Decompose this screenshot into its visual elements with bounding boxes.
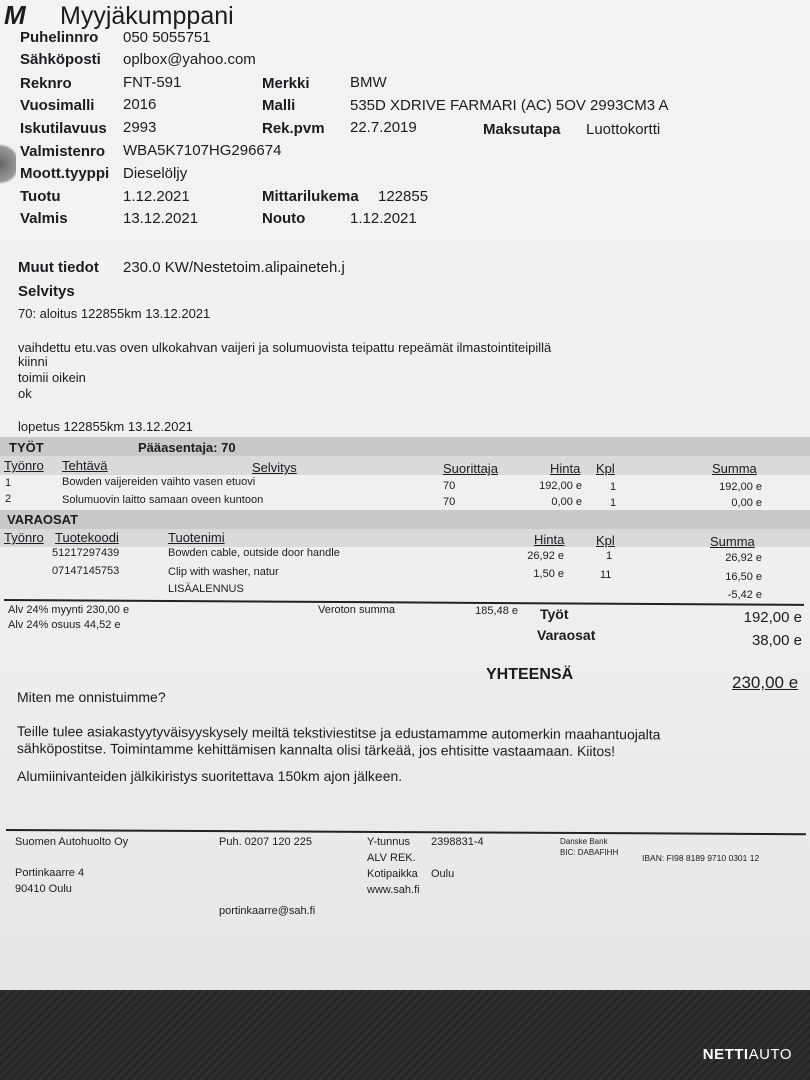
explanation-line: vaihdettu etu.vas oven ulkokahvan vaijeri ja solumuovista teipattu repeämät ilmastointiteipillä — [18, 340, 552, 355]
vat-share: Alv 24% osuus 44,52 e — [8, 619, 121, 631]
feedback-text: Teille tulee asiakastyytyväisyyskysely meiltä tekstiviestitse ja edustamamme automerkin maahantuojalta — [16, 723, 661, 743]
footer-street: Portinkaarre 4 — [15, 867, 85, 879]
part-qty: 1 — [606, 550, 613, 562]
phone-value: 050 5055751 — [123, 29, 211, 46]
vin-label: Valmistenro — [20, 143, 106, 160]
grand-total-label: YHTEENSÄ — [486, 666, 574, 683]
work-sum: 192,00 e — [719, 481, 762, 493]
footer-ytunnus-label: Y-tunnus — [367, 836, 411, 848]
pickup-value: 1.12.2021 — [350, 210, 417, 227]
footer-ytunnus: 2398831-4 — [431, 836, 484, 848]
work-col-task: Tehtävä — [62, 458, 108, 473]
net-value: 185,48 e — [475, 605, 518, 617]
wheel-note: Alumiinivanteiden jälkikiristys suoritettava 150km ajon jälkeen. — [17, 768, 403, 784]
year-value: 2016 — [123, 96, 157, 113]
chief-mechanic: Pääasentaja: 70 — [138, 440, 236, 455]
displacement-value: 2993 — [123, 119, 157, 136]
work-total-value: 192,00 e — [743, 609, 802, 626]
work-task: Solumuovin laitto samaan oveen kuntoon — [62, 494, 264, 506]
work-qty: 1 — [610, 481, 617, 493]
part-name: Bowden cable, outside door handle — [168, 547, 340, 559]
year-label: Vuosimalli — [20, 97, 95, 114]
explanation-line: ok — [18, 386, 32, 401]
work-col-qty: Kpl — [596, 461, 615, 476]
make-value: BMW — [350, 74, 387, 91]
footer-divider — [6, 829, 806, 835]
work-qty: 1 — [610, 497, 617, 509]
displacement-label: Iskutilavuus — [20, 120, 107, 137]
model-label: Malli — [262, 97, 296, 114]
part-price: 1,50 e — [533, 568, 564, 580]
footer-city: 90410 Oulu — [15, 883, 72, 895]
work-task: Bowden vaijereiden vaihto vasen etuovi — [62, 476, 256, 488]
work-col-mechanic: Suorittaja — [443, 461, 498, 476]
footer-bic: BIC: DABAFIHH — [560, 848, 619, 857]
parts-section-band — [0, 510, 810, 529]
reg-value: FNT-591 — [123, 74, 182, 91]
explanation-end: lopetus 122855km 13.12.2021 — [18, 419, 193, 434]
parts-col-no: Työnro — [4, 530, 44, 545]
regdate-value: 22.7.2019 — [350, 119, 417, 136]
watermark-part: AUTO — [748, 1046, 792, 1063]
part-name: Clip with washer, natur — [168, 566, 279, 578]
explanation-start: 70: aloitus 122855km 13.12.2021 — [18, 306, 211, 321]
net-label: Veroton summa — [318, 604, 396, 616]
parts-col-name: Tuotenimi — [168, 530, 225, 545]
work-price: 0,00 e — [551, 496, 582, 508]
footer-kotipaikka-label: Kotipaikka — [367, 868, 418, 880]
parts-section-title: VARAOSAT — [7, 512, 79, 527]
make-label: Merkki — [262, 75, 310, 92]
vin-value: WBA5K7107HG296674 — [123, 142, 282, 159]
vat-sales: Alv 24% myynti 230,00 e — [8, 604, 130, 616]
engine-value: Dieselöljy — [123, 165, 188, 182]
background-surface — [0, 990, 810, 1080]
work-col-desc: Selvitys — [252, 460, 297, 475]
logo-icon: M — [4, 0, 24, 30]
engine-label: Moott.tyyppi — [20, 165, 110, 182]
part-code: 07147145753 — [52, 565, 120, 577]
work-no: 2 — [5, 493, 12, 505]
odometer-label: Mittarilukema — [262, 188, 359, 205]
part-code: 51217297439 — [52, 547, 120, 559]
brand-name: Myyjäkumppani — [60, 2, 234, 30]
part-sum: -5,42 e — [727, 589, 762, 601]
work-no: 1 — [5, 477, 12, 489]
explanation-line: toimii oikein — [18, 370, 86, 385]
email-label: Sähköposti — [20, 51, 101, 68]
work-section-band — [0, 437, 810, 456]
feedback-text: sähköpostitse. Toimintamme kehittämisen kannalta olisi tärkeää, jos ehtisitte vastaamaan. Kiitos! — [16, 740, 616, 760]
work-section-title: TYÖT — [9, 440, 44, 455]
explanation-title: Selvitys — [18, 283, 75, 300]
part-sum: 26,92 e — [725, 552, 762, 564]
payment-value: Luottokortti — [586, 121, 661, 138]
footer-web: www.sah.fi — [367, 884, 420, 896]
footer-company: Suomen Autohuolto Oy — [15, 836, 129, 848]
footer-email: portinkaarre@sah.fi — [219, 905, 316, 917]
parts-col-code: Tuotekoodi — [55, 530, 119, 545]
part-name: LISÄALENNUS — [168, 583, 244, 595]
work-col-sum: Summa — [712, 461, 757, 476]
parts-col-qty: Kpl — [596, 533, 615, 548]
footer-phone: Puh. 0207 120 225 — [219, 836, 312, 848]
payment-label: Maksutapa — [483, 121, 561, 138]
work-sum: 0,00 e — [731, 497, 762, 509]
work-price: 192,00 e — [539, 480, 582, 492]
reg-label: Reknro — [20, 75, 72, 92]
part-sum: 16,50 e — [725, 571, 762, 583]
work-mechanic: 70 — [443, 496, 456, 508]
parts-total-value: 38,00 e — [751, 632, 802, 649]
model-value: 535D XDRIVE FARMARI (AC) 5OV 2993CM3 A — [350, 97, 669, 114]
parts-total-label: Varaosat — [537, 627, 596, 643]
work-col-price: Hinta — [550, 461, 581, 476]
parts-header-band — [0, 529, 810, 547]
ready-value: 13.12.2021 — [123, 210, 199, 227]
work-mechanic: 70 — [443, 480, 456, 492]
arrived-value: 1.12.2021 — [123, 188, 190, 205]
arrived-label: Tuotu — [20, 188, 61, 205]
work-col-no: Työnro — [4, 458, 44, 473]
footer-alv: ALV REK. — [367, 852, 416, 864]
work-header-band — [0, 456, 810, 475]
staple-hole — [0, 140, 16, 188]
footer-iban: IBAN: FI98 8189 9710 0301 12 — [642, 853, 760, 863]
email-value: oplbox@yahoo.com — [123, 51, 256, 68]
footer-bank: Danske Bank — [560, 837, 608, 846]
pickup-label: Nouto — [262, 210, 306, 227]
other-info-value: 230.0 KW/Nestetoim.alipaineteh.j — [123, 259, 345, 276]
explanation-line: kiinni — [18, 354, 48, 369]
parts-col-sum: Summa — [710, 534, 755, 549]
grand-total-value: 230,00 e — [732, 673, 799, 692]
parts-col-price: Hinta — [534, 532, 565, 547]
part-price: 26,92 e — [527, 550, 564, 562]
regdate-label: Rek.pvm — [262, 120, 325, 137]
watermark-part: NETTI — [702, 1046, 749, 1063]
work-total-label: Työt — [540, 606, 569, 622]
part-qty: 11 — [600, 569, 612, 581]
site-watermark — [703, 1046, 792, 1063]
footer-kotipaikka: Oulu — [431, 868, 455, 880]
ready-label: Valmis — [20, 210, 68, 227]
other-info-label: Muut tiedot — [18, 259, 99, 276]
feedback-question: Miten me onnistuimme? — [17, 689, 166, 705]
phone-label: Puhelinnro — [20, 29, 99, 46]
odometer-value: 122855 — [378, 188, 429, 205]
